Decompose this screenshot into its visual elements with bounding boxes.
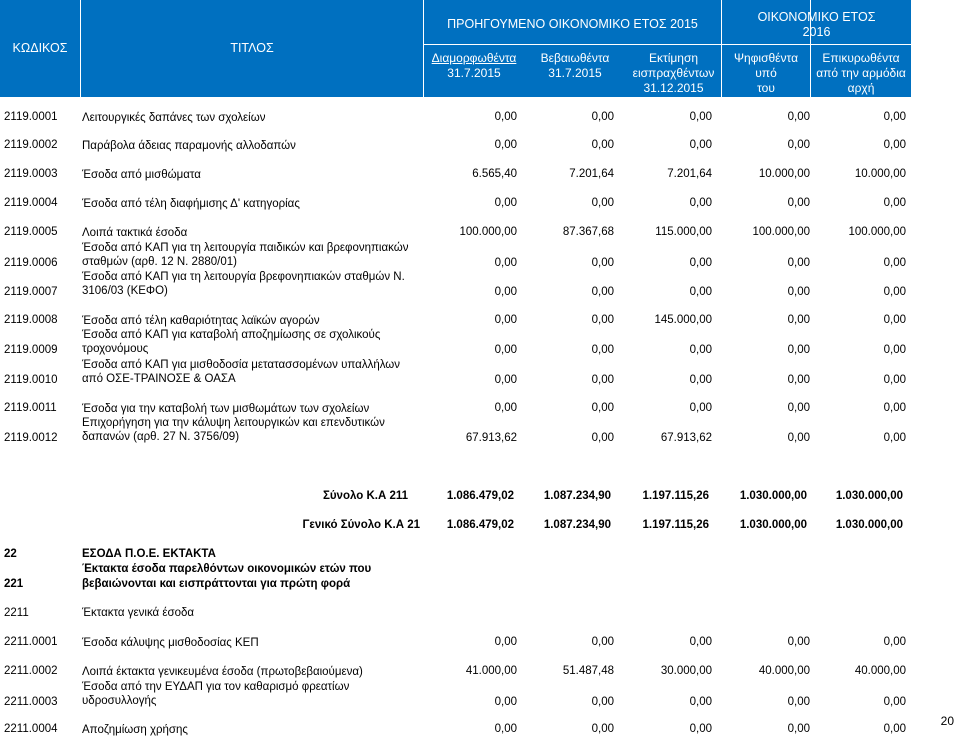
row-value: 0,00 xyxy=(787,111,810,123)
row-value: 0,00 xyxy=(883,696,906,708)
row-value: 0,00 xyxy=(494,139,517,151)
header-col-formed: Διαμορφωθέντα 31.7.2015 xyxy=(431,51,517,80)
row-value: 0,00 xyxy=(494,374,517,386)
row-value: 10.000,00 xyxy=(758,168,810,180)
row-value: 0,00 xyxy=(787,696,810,708)
row-code: 2119.0007 xyxy=(4,286,58,298)
total-value: 1.197.115,26 xyxy=(642,519,709,531)
total-value: 1.030.000,00 xyxy=(835,490,903,502)
section-label-line: βεβαιώνονται και εισπράττονται για πρώτη φορά xyxy=(82,578,351,590)
row-title xyxy=(82,111,265,125)
row-title-line: δαπανών (αρθ. 27 Ν. 3756/09) xyxy=(82,431,240,443)
row-code: 2119.0011 xyxy=(4,402,57,414)
row-value: 7.201,64 xyxy=(667,168,712,180)
row-code: 2211.0003 xyxy=(4,696,58,708)
row-value: 0,00 xyxy=(591,636,614,648)
section-code: 221 xyxy=(4,578,24,590)
row-value: 40.000,00 xyxy=(854,665,906,677)
section-code: 2211 xyxy=(4,607,29,619)
row-title-line: Έσοδα για την καταβολή των μισθωμάτων των σχολείων xyxy=(82,403,370,415)
row-value: 0,00 xyxy=(689,139,712,151)
row-value: 0,00 xyxy=(494,696,517,708)
row-code: 2211.0004 xyxy=(4,723,58,735)
row-value: 0,00 xyxy=(787,344,810,356)
row-value: 0,00 xyxy=(494,723,517,735)
row-title-line: σταθμών (αρθ. 12 Ν. 2880/01) xyxy=(82,256,237,268)
section-code: 22 xyxy=(4,548,17,560)
table-row xyxy=(0,139,911,167)
table-row xyxy=(0,680,911,708)
row-title xyxy=(82,241,408,269)
row-value: 0,00 xyxy=(494,344,517,356)
row-value: 0,00 xyxy=(494,314,517,326)
row-title-line: Λοιπά έκτακτα γενικευμένα έσοδα (πρωτοβεβαιούμενα) xyxy=(82,666,363,678)
table-row xyxy=(0,416,911,444)
row-value: 0,00 xyxy=(689,636,712,648)
row-title-line: Παράβολα άδειας παραμονής αλλοδαπών xyxy=(82,140,296,152)
total-value: 1.087.234,90 xyxy=(543,490,611,502)
table-row xyxy=(0,111,911,139)
row-value: 0,00 xyxy=(787,374,810,386)
row-value: 0,00 xyxy=(689,723,712,735)
total-value: 1.030.000,00 xyxy=(739,519,807,531)
row-value: 0,00 xyxy=(787,402,810,414)
row-value: 100.000,00 xyxy=(848,226,906,238)
row-value: 0,00 xyxy=(787,314,810,326)
total-value: 1.086.479,02 xyxy=(446,519,514,531)
row-value: 0,00 xyxy=(787,723,810,735)
row-value: 0,00 xyxy=(787,286,810,298)
row-value: 0,00 xyxy=(494,257,517,269)
row-value: 6.565,40 xyxy=(472,168,517,180)
row-code: 2119.0004 xyxy=(4,197,58,209)
row-value: 0,00 xyxy=(689,402,712,414)
row-value: 0,00 xyxy=(591,197,614,209)
row-value: 0,00 xyxy=(883,402,906,414)
row-title xyxy=(82,328,380,356)
header-cur-year: ΟΙΚΟΝΟΜΙΚΟ ΕΤΟΣ 2016 xyxy=(757,10,876,39)
header-col-approved: Επικυρωθέντα από την αρμόδια αρχή xyxy=(816,51,906,95)
row-code: 2119.0002 xyxy=(4,139,58,151)
row-value: 0,00 xyxy=(591,286,614,298)
table-row xyxy=(0,197,911,225)
row-title xyxy=(82,358,400,386)
header-prev-year: ΠΡΟΗΓΟΥΜΕΝΟ ΟΙΚΟΝΟΜΙΚΟ ΕΤΟΣ 2015 xyxy=(447,17,698,31)
row-value: 0,00 xyxy=(591,139,614,151)
row-value: 87.367,68 xyxy=(562,226,614,238)
row-title-line: Λειτουργικές δαπάνες των σχολείων xyxy=(82,112,266,124)
table-row xyxy=(0,270,911,298)
row-value: 0,00 xyxy=(883,197,906,209)
total-value: 1.086.479,02 xyxy=(446,490,514,502)
row-value: 0,00 xyxy=(689,197,712,209)
row-value: 0,00 xyxy=(787,139,810,151)
total-row xyxy=(0,490,911,506)
row-title-line: 3106/03 (ΚΕΦΟ) xyxy=(82,285,168,297)
page-number: 20 xyxy=(940,714,954,728)
row-code: 2119.0012 xyxy=(4,432,58,444)
row-value: 0,00 xyxy=(787,636,810,648)
row-value: 0,00 xyxy=(591,696,614,708)
row-value: 0,00 xyxy=(689,257,712,269)
row-value: 0,00 xyxy=(883,432,906,444)
row-code: 2119.0001 xyxy=(4,111,58,123)
row-value: 115.000,00 xyxy=(655,226,712,238)
row-title-line: τροχονόμους xyxy=(82,343,149,355)
row-value: 30.000,00 xyxy=(660,665,712,677)
row-value: 145.000,00 xyxy=(654,314,712,326)
row-value: 0,00 xyxy=(883,636,906,648)
header-title: ΤΙΤΛΟΣ xyxy=(230,41,274,55)
row-value: 100.000,00 xyxy=(752,226,810,238)
row-title xyxy=(82,226,187,240)
row-title-line: Αποζημίωση χρήσης xyxy=(82,724,188,736)
row-value: 0,00 xyxy=(494,402,517,414)
header-col-estimate: Εκτίμηση εισπραχθέντων 31.12.2015 xyxy=(632,51,715,95)
total-value: 1.030.000,00 xyxy=(739,490,807,502)
row-title-line: Επιχορήγηση για την κάλυψη λειτουργικών και επενδυτικών xyxy=(82,417,385,429)
row-value: 0,00 xyxy=(591,314,614,326)
row-value: 0,00 xyxy=(883,344,906,356)
total-value: 1.087.234,90 xyxy=(543,519,611,531)
row-title xyxy=(82,314,320,328)
row-value: 0,00 xyxy=(689,111,712,123)
row-value: 0,00 xyxy=(689,344,712,356)
total-value: 1.197.115,26 xyxy=(642,490,709,502)
table-row xyxy=(0,636,911,664)
row-title-line: Έσοδα από ΚΑΠ για τη λειτουργία παιδικών και βρεφονηπιακών xyxy=(82,242,409,254)
row-title xyxy=(82,680,349,708)
row-code: 2119.0006 xyxy=(4,257,58,269)
row-value: 0,00 xyxy=(883,257,906,269)
row-title-line: Έσοδα από την ΕΥΔΑΠ για τον καθαρισμό φρεατίων xyxy=(82,681,350,693)
total-label: Γενικό Σύνολο Κ.Α 21 xyxy=(302,519,420,531)
row-title xyxy=(82,197,300,211)
row-value: 0,00 xyxy=(787,197,810,209)
row-value: 0,00 xyxy=(591,402,614,414)
row-value: 0,00 xyxy=(591,432,614,444)
row-title-line: Έσοδα από τέλη καθαριότητας λαϊκών αγορών xyxy=(82,315,320,327)
row-value: 7.201,64 xyxy=(569,168,614,180)
row-value: 67.913,62 xyxy=(465,432,517,444)
row-title xyxy=(82,402,369,416)
row-value: 0,00 xyxy=(689,286,712,298)
table-header xyxy=(0,0,911,110)
row-code: 2211.0001 xyxy=(4,636,58,648)
row-value: 0,00 xyxy=(591,723,614,735)
row-value: 41.000,00 xyxy=(465,665,517,677)
header-col-voted: Ψηφισθέντα υπό του Δ.Σ. xyxy=(733,51,799,110)
row-title-line: Έσοδα από μισθώματα xyxy=(82,169,201,181)
total-row xyxy=(0,519,911,535)
row-value: 0,00 xyxy=(787,432,810,444)
row-title-line: από ΟΣΕ-ΤΡΑΙΝΟΣΕ & ΟΑΣΑ xyxy=(82,373,236,385)
row-value: 0,00 xyxy=(494,197,517,209)
row-title-line: Λοιπά τακτικά έσοδα xyxy=(82,227,188,239)
row-title-line: Έσοδα από τέλη διαφήμισης Δ' κατηγορίας xyxy=(82,198,300,210)
total-value: 1.030.000,00 xyxy=(835,519,903,531)
row-value: 0,00 xyxy=(883,374,906,386)
header-divider xyxy=(424,44,911,45)
row-code: 2119.0005 xyxy=(4,226,58,238)
row-value: 0,00 xyxy=(591,257,614,269)
row-value: 0,00 xyxy=(591,111,614,123)
total-label: Σύνολο Κ.Α 211 xyxy=(322,490,408,502)
row-title xyxy=(82,139,296,153)
row-title-line: Έσοδα κάλυψης μισθοδοσίας ΚΕΠ xyxy=(82,637,259,649)
row-value: 0,00 xyxy=(883,723,906,735)
header-divider xyxy=(423,0,424,97)
row-code: 2119.0009 xyxy=(4,344,58,356)
section-label: ΕΣΟΔΑ Π.Ο.Ε. ΕΚΤΑΚΤΑ xyxy=(82,548,216,560)
row-title xyxy=(82,270,405,298)
table-row xyxy=(0,723,911,751)
row-title xyxy=(82,665,363,679)
row-code: 2119.0008 xyxy=(4,314,58,326)
row-value: 10.000,00 xyxy=(854,168,906,180)
section-label: Έκτακτα γενικά έσοδα xyxy=(82,607,195,619)
row-value: 0,00 xyxy=(494,111,517,123)
row-title xyxy=(82,168,201,182)
section-label-line: Έκτακτα έσοδα παρελθόντων οικονομικών ετών που xyxy=(82,563,372,575)
row-code: 2119.0003 xyxy=(4,168,58,180)
row-value: 0,00 xyxy=(787,257,810,269)
header-col-certified: Βεβαιωθέντα 31.7.2015 xyxy=(540,51,610,80)
row-title xyxy=(82,723,188,737)
table-row xyxy=(0,328,911,356)
row-title-line: Έσοδα από ΚΑΠ για καταβολή αποζημίωσης σε σχολικούς xyxy=(82,329,381,341)
row-code: 2119.0010 xyxy=(4,374,58,386)
row-title-line: Έσοδα από ΚΑΠ για τη λειτουργία βρεφονηπιακών σταθμών Ν. xyxy=(82,271,405,283)
row-value: 100.000,00 xyxy=(459,226,517,238)
row-value: 0,00 xyxy=(494,636,517,648)
row-value: 0,00 xyxy=(883,314,906,326)
table-row xyxy=(0,168,911,196)
row-title xyxy=(82,636,259,650)
row-value: 67.913,62 xyxy=(660,432,712,444)
row-value: 0,00 xyxy=(494,286,517,298)
row-value: 51.487,48 xyxy=(562,665,614,677)
table-row xyxy=(0,241,911,269)
row-code: 2211.0002 xyxy=(4,665,58,677)
row-value: 0,00 xyxy=(591,374,614,386)
row-value: 0,00 xyxy=(689,696,712,708)
row-value: 40.000,00 xyxy=(758,665,810,677)
row-value: 0,00 xyxy=(883,139,906,151)
row-title-line: Έσοδα από ΚΑΠ για μισθοδοσία μετατασσομένων υπαλλήλων xyxy=(82,359,401,371)
row-value: 0,00 xyxy=(883,286,906,298)
row-value: 0,00 xyxy=(689,374,712,386)
row-value: 0,00 xyxy=(591,344,614,356)
row-value: 0,00 xyxy=(883,111,906,123)
header-code: ΚΩΔΙΚΟΣ xyxy=(12,41,68,55)
row-title-line: υδροσυλλογής xyxy=(82,695,157,707)
row-title xyxy=(82,416,385,444)
table-row xyxy=(0,358,911,386)
